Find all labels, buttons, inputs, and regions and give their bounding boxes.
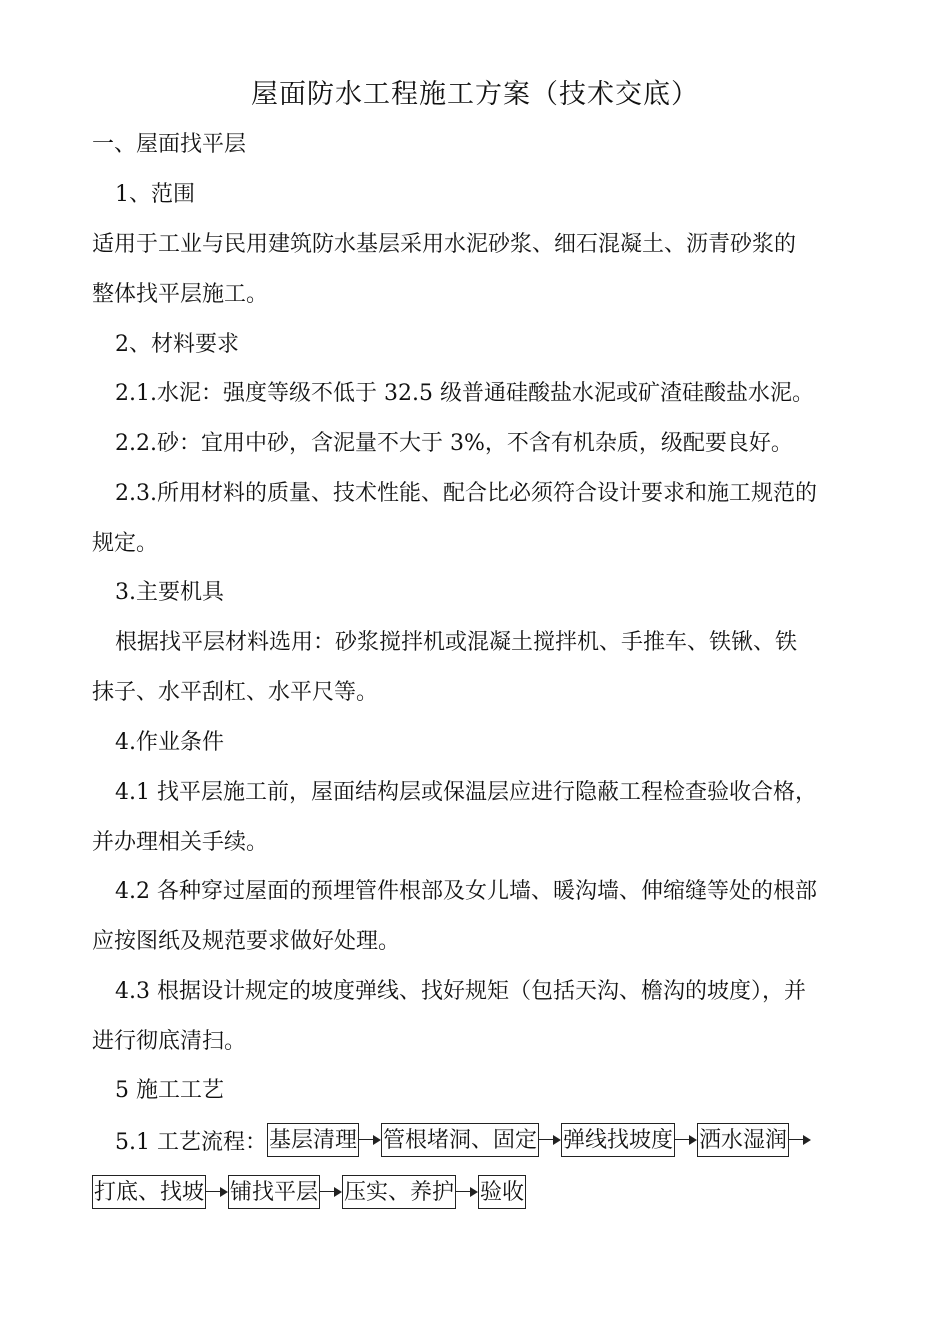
paragraph-line: 2.3.所用材料的质量、技术性能、配合比必须符合设计要求和施工规范的 <box>115 481 817 506</box>
flow-step: 压实、养护 <box>342 1175 456 1209</box>
paragraph-line: 应按图纸及规范要求做好处理。 <box>92 929 401 954</box>
paragraph-line: 4.3 根据设计规定的坡度弹线、找好规矩（包括天沟、檐沟的坡度），并 <box>115 979 806 1004</box>
paragraph-line: 进行彻底清扫。 <box>92 1029 247 1054</box>
subsection-heading-tools: 3.主要机具 <box>115 580 224 605</box>
flow-step: 打底、找坡 <box>92 1175 206 1209</box>
flow-step: 验收 <box>478 1175 526 1209</box>
paragraph-line: 根据找平层材料选用：砂浆搅拌机或混凝土搅拌机、手推车、铁锹、铁 <box>115 630 798 655</box>
subsection-heading-process: 5 施工工艺 <box>115 1078 224 1103</box>
document-title: 屋面防水工程施工方案（技术交底） <box>251 79 699 110</box>
flow-step: 铺找平层 <box>228 1175 320 1209</box>
paragraph-line: 2.1.水泥：强度等级不低于 32.5 级普通硅酸盐水泥或矿渣硅酸盐水泥。 <box>115 381 814 406</box>
paragraph-line: 抹子、水平刮杠、水平尺等。 <box>92 680 379 705</box>
process-flow-label: 5.1 工艺流程： <box>115 1129 267 1155</box>
arrow-right-icon <box>206 1175 228 1209</box>
subsection-heading-materials: 2、材料要求 <box>115 332 239 357</box>
paragraph-line: 并办理相关手续。 <box>92 830 269 855</box>
subsection-heading-conditions: 4.作业条件 <box>115 730 224 755</box>
arrow-right-icon <box>789 1123 811 1157</box>
arrow-right-icon <box>320 1175 342 1209</box>
paragraph-line: 规定。 <box>92 531 159 556</box>
paragraph-line: 4.1 找平层施工前，屋面结构层或保温层应进行隐蔽工程检查验收合格， <box>115 780 817 805</box>
arrow-right-icon <box>675 1123 697 1157</box>
process-flow-row-2 <box>92 1174 526 1210</box>
flow-step: 基层清理 <box>267 1123 359 1157</box>
section-heading-roof-leveling: 一、屋面找平层 <box>92 132 247 157</box>
arrow-right-icon <box>456 1175 478 1209</box>
paragraph-line: 整体找平层施工。 <box>92 282 269 307</box>
paragraph-line: 2.2.砂：宜用中砂，含泥量不大于 3%，不含有机杂质，级配要良好。 <box>115 431 793 456</box>
arrow-right-icon <box>539 1123 561 1157</box>
flow-step: 管根堵洞、固定 <box>381 1123 539 1157</box>
arrow-right-icon <box>359 1123 381 1157</box>
paragraph-line: 适用于工业与民用建筑防水基层采用水泥砂浆、细石混凝土、沥青砂浆的 <box>92 232 797 257</box>
subsection-heading-scope: 1、范围 <box>115 182 195 207</box>
paragraph-line: 4.2 各种穿过屋面的预埋管件根部及女儿墙、暖沟墙、伸缩缝等处的根部 <box>115 879 817 904</box>
flow-step: 洒水湿润 <box>697 1123 789 1157</box>
flow-step: 弹线找坡度 <box>561 1123 675 1157</box>
process-flow-row-1 <box>115 1122 811 1158</box>
